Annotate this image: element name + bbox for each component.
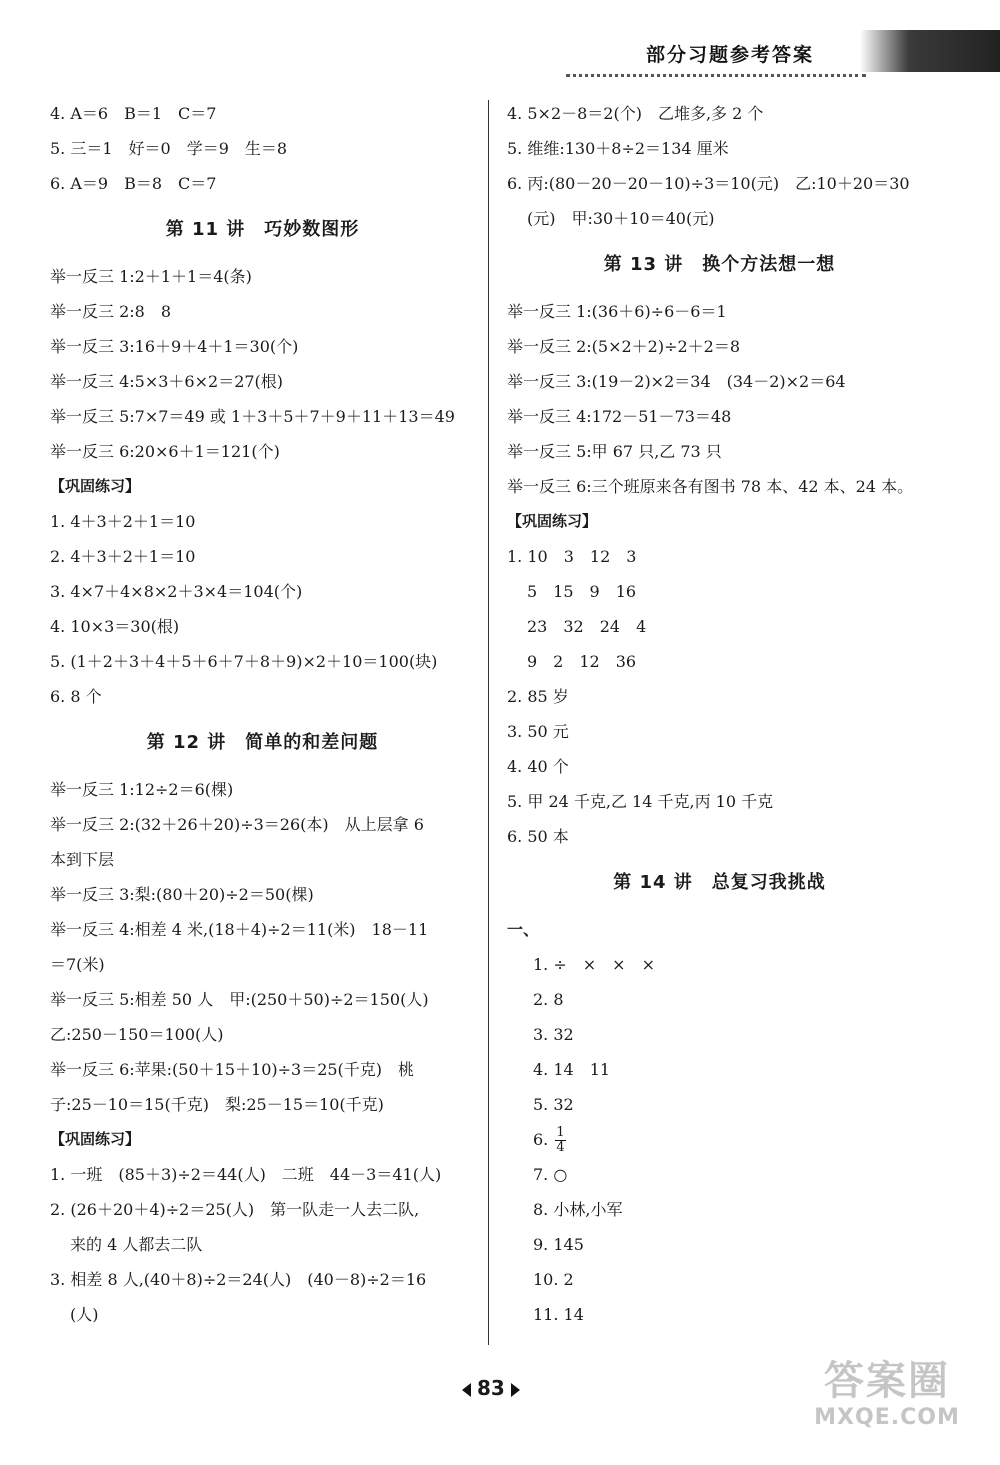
example-line: 举一反三 2:(32＋26＋20)÷3＝26(本) 从上层拿 6 bbox=[50, 815, 424, 834]
example-line-cont: 乙:250－150＝100(人) bbox=[50, 1025, 224, 1044]
practice-line: 1. 4＋3＋2＋1＝10 bbox=[50, 512, 196, 531]
left-column bbox=[50, 96, 475, 1332]
practice-line: 3. 4×7＋4×8×2＋3×4＝104(个) bbox=[50, 582, 303, 601]
triangle-left-icon bbox=[462, 1383, 471, 1397]
answer-line: 5. 维维:130＋8÷2＝134 厘米 bbox=[507, 139, 729, 158]
example-line: 举一反三 3:(19－2)×2＝34 (34－2)×2＝64 bbox=[507, 372, 846, 391]
example-line: 举一反三 6:苹果:(50＋15＋10)÷3＝25(千克) 桃 bbox=[50, 1060, 415, 1079]
fraction-denominator: 4 bbox=[556, 1140, 565, 1155]
answer-line: 6. 丙:(80－20－20－10)÷3＝10(元) 乙:10＋20＝30 bbox=[507, 174, 910, 193]
example-line: 举一反三 6:20×6＋1＝121(个) bbox=[50, 442, 280, 461]
review-item: 1. ÷ × × × bbox=[533, 955, 655, 974]
example-line: 举一反三 3:梨:(80＋20)÷2＝50(棵) bbox=[50, 885, 314, 904]
example-line: 举一反三 4:5×3＋6×2＝27(根) bbox=[50, 372, 284, 391]
answer-line-cont: (元) 甲:30＋10＝40(元) bbox=[527, 209, 715, 228]
column-divider bbox=[488, 100, 489, 1345]
practice-line-cont: 9 2 12 36 bbox=[527, 652, 637, 671]
example-line-cont: ＝7(米) bbox=[50, 955, 105, 974]
practice-line: 5. (1＋2＋3＋4＋5＋6＋7＋8＋9)×2＋10＝100(块) bbox=[50, 652, 438, 671]
practice-line: 1. 10 3 12 3 bbox=[507, 547, 637, 566]
review-item: 9. 145 bbox=[533, 1235, 584, 1254]
practice-line: 3. 50 元 bbox=[507, 722, 569, 741]
practice-label: 【巩固练习】 bbox=[507, 512, 598, 530]
example-line: 举一反三 1:12÷2＝6(棵) bbox=[50, 780, 234, 799]
practice-line: 2. (26＋20＋4)÷2＝25(人) 第一队走一人去二队, bbox=[50, 1200, 420, 1219]
practice-line: 3. 相差 8 人,(40＋8)÷2＝24(人) (40－8)÷2＝16 bbox=[50, 1270, 427, 1289]
triangle-right-icon bbox=[511, 1383, 520, 1397]
practice-line: 2. 85 岁 bbox=[507, 687, 569, 706]
review-item: 5. 32 bbox=[533, 1095, 574, 1114]
review-item: 2. 8 bbox=[533, 990, 564, 1009]
example-line: 举一反三 1:2＋1＋1＝4(条) bbox=[50, 267, 252, 286]
review-item: 10. 2 bbox=[533, 1270, 574, 1289]
review-item: 3. 32 bbox=[533, 1025, 574, 1044]
page-number-text: 83 bbox=[477, 1376, 505, 1400]
example-line: 举一反三 2:(5×2＋2)÷2＋2＝8 bbox=[507, 337, 741, 356]
example-line: 举一反三 5:甲 67 只,乙 73 只 bbox=[507, 442, 722, 461]
review-item: 11. 14 bbox=[533, 1305, 584, 1324]
review-item: 8. 小林,小军 bbox=[533, 1200, 623, 1219]
example-line: 举一反三 3:16＋9＋4＋1＝30(个) bbox=[50, 337, 299, 356]
practice-line: 2. 4＋3＋2＋1＝10 bbox=[50, 547, 196, 566]
watermark-en: MXQE.COM bbox=[814, 1405, 960, 1430]
review-item: 7. ○ bbox=[533, 1165, 568, 1184]
fraction-numerator: 1 bbox=[556, 1125, 565, 1140]
review-item: 4. 14 11 bbox=[533, 1060, 611, 1079]
lesson-11-heading: 第 11 讲 巧妙数图形 bbox=[165, 219, 360, 240]
lesson-13-heading: 第 13 讲 换个方法想一想 bbox=[603, 254, 836, 275]
answer-line: 5. 三＝1 好＝0 学＝9 生＝8 bbox=[50, 139, 288, 158]
practice-line: 1. 一班 (85＋3)÷2＝44(人) 二班 44－3＝41(人) bbox=[50, 1165, 442, 1184]
watermark-cn: 答案圈 bbox=[824, 1358, 950, 1404]
answer-line: 4. A＝6 B＝1 C＝7 bbox=[50, 104, 217, 123]
example-line: 举一反三 5:7×7＝49 或 1＋3＋5＋7＋9＋11＋13＝49 bbox=[50, 407, 455, 426]
review-item-number: 6. bbox=[533, 1130, 554, 1149]
answer-line: 6. A＝9 B＝8 C＝7 bbox=[50, 174, 217, 193]
example-line: 举一反三 4:172－51－73＝48 bbox=[507, 407, 732, 426]
practice-line-cont: (人) bbox=[70, 1305, 99, 1324]
section-label: 一、 bbox=[507, 920, 540, 939]
practice-line-cont: 来的 4 人都去二队 bbox=[70, 1235, 203, 1254]
right-column bbox=[507, 96, 932, 1332]
review-item-fraction bbox=[507, 1122, 932, 1157]
answer-line: 4. 5×2－8＝2(个) 乙堆多,多 2 个 bbox=[507, 104, 764, 123]
practice-line: 5. 甲 24 千克,乙 14 千克,丙 10 千克 bbox=[507, 792, 774, 811]
header-band bbox=[860, 30, 1000, 72]
practice-line: 4. 10×3＝30(根) bbox=[50, 617, 180, 636]
lesson-12-heading: 第 12 讲 简单的和差问题 bbox=[146, 732, 379, 753]
practice-line: 4. 40 个 bbox=[507, 757, 569, 776]
fraction bbox=[555, 1126, 565, 1155]
practice-label: 【巩固练习】 bbox=[50, 477, 141, 495]
example-line-cont: 本到下层 bbox=[50, 850, 115, 869]
practice-line: 6. 8 个 bbox=[50, 687, 102, 706]
practice-line-cont: 23 32 24 4 bbox=[527, 617, 647, 636]
example-line: 举一反三 6:三个班原来各有图书 78 本、42 本、24 本。 bbox=[507, 477, 914, 496]
example-line: 举一反三 1:(36＋6)÷6－6＝1 bbox=[507, 302, 727, 321]
header-dotted-rule bbox=[566, 74, 866, 77]
example-line: 举一反三 2:8 8 bbox=[50, 302, 172, 321]
page-number bbox=[462, 1376, 520, 1400]
lesson-14-heading: 第 14 讲 总复习我挑战 bbox=[613, 872, 826, 893]
example-line-cont: 子:25－10＝15(千克) 梨:25－15＝10(千克) bbox=[50, 1095, 384, 1114]
page-header-title: 部分习题参考答案 bbox=[646, 44, 815, 66]
example-line: 举一反三 4:相差 4 米,(18＋4)÷2＝11(米) 18－11 bbox=[50, 920, 429, 939]
practice-line: 6. 50 本 bbox=[507, 827, 569, 846]
practice-label: 【巩固练习】 bbox=[50, 1130, 141, 1148]
example-line: 举一反三 5:相差 50 人 甲:(250＋50)÷2＝150(人) bbox=[50, 990, 429, 1009]
practice-line-cont: 5 15 9 16 bbox=[527, 582, 637, 601]
watermark-logo bbox=[792, 1357, 982, 1447]
